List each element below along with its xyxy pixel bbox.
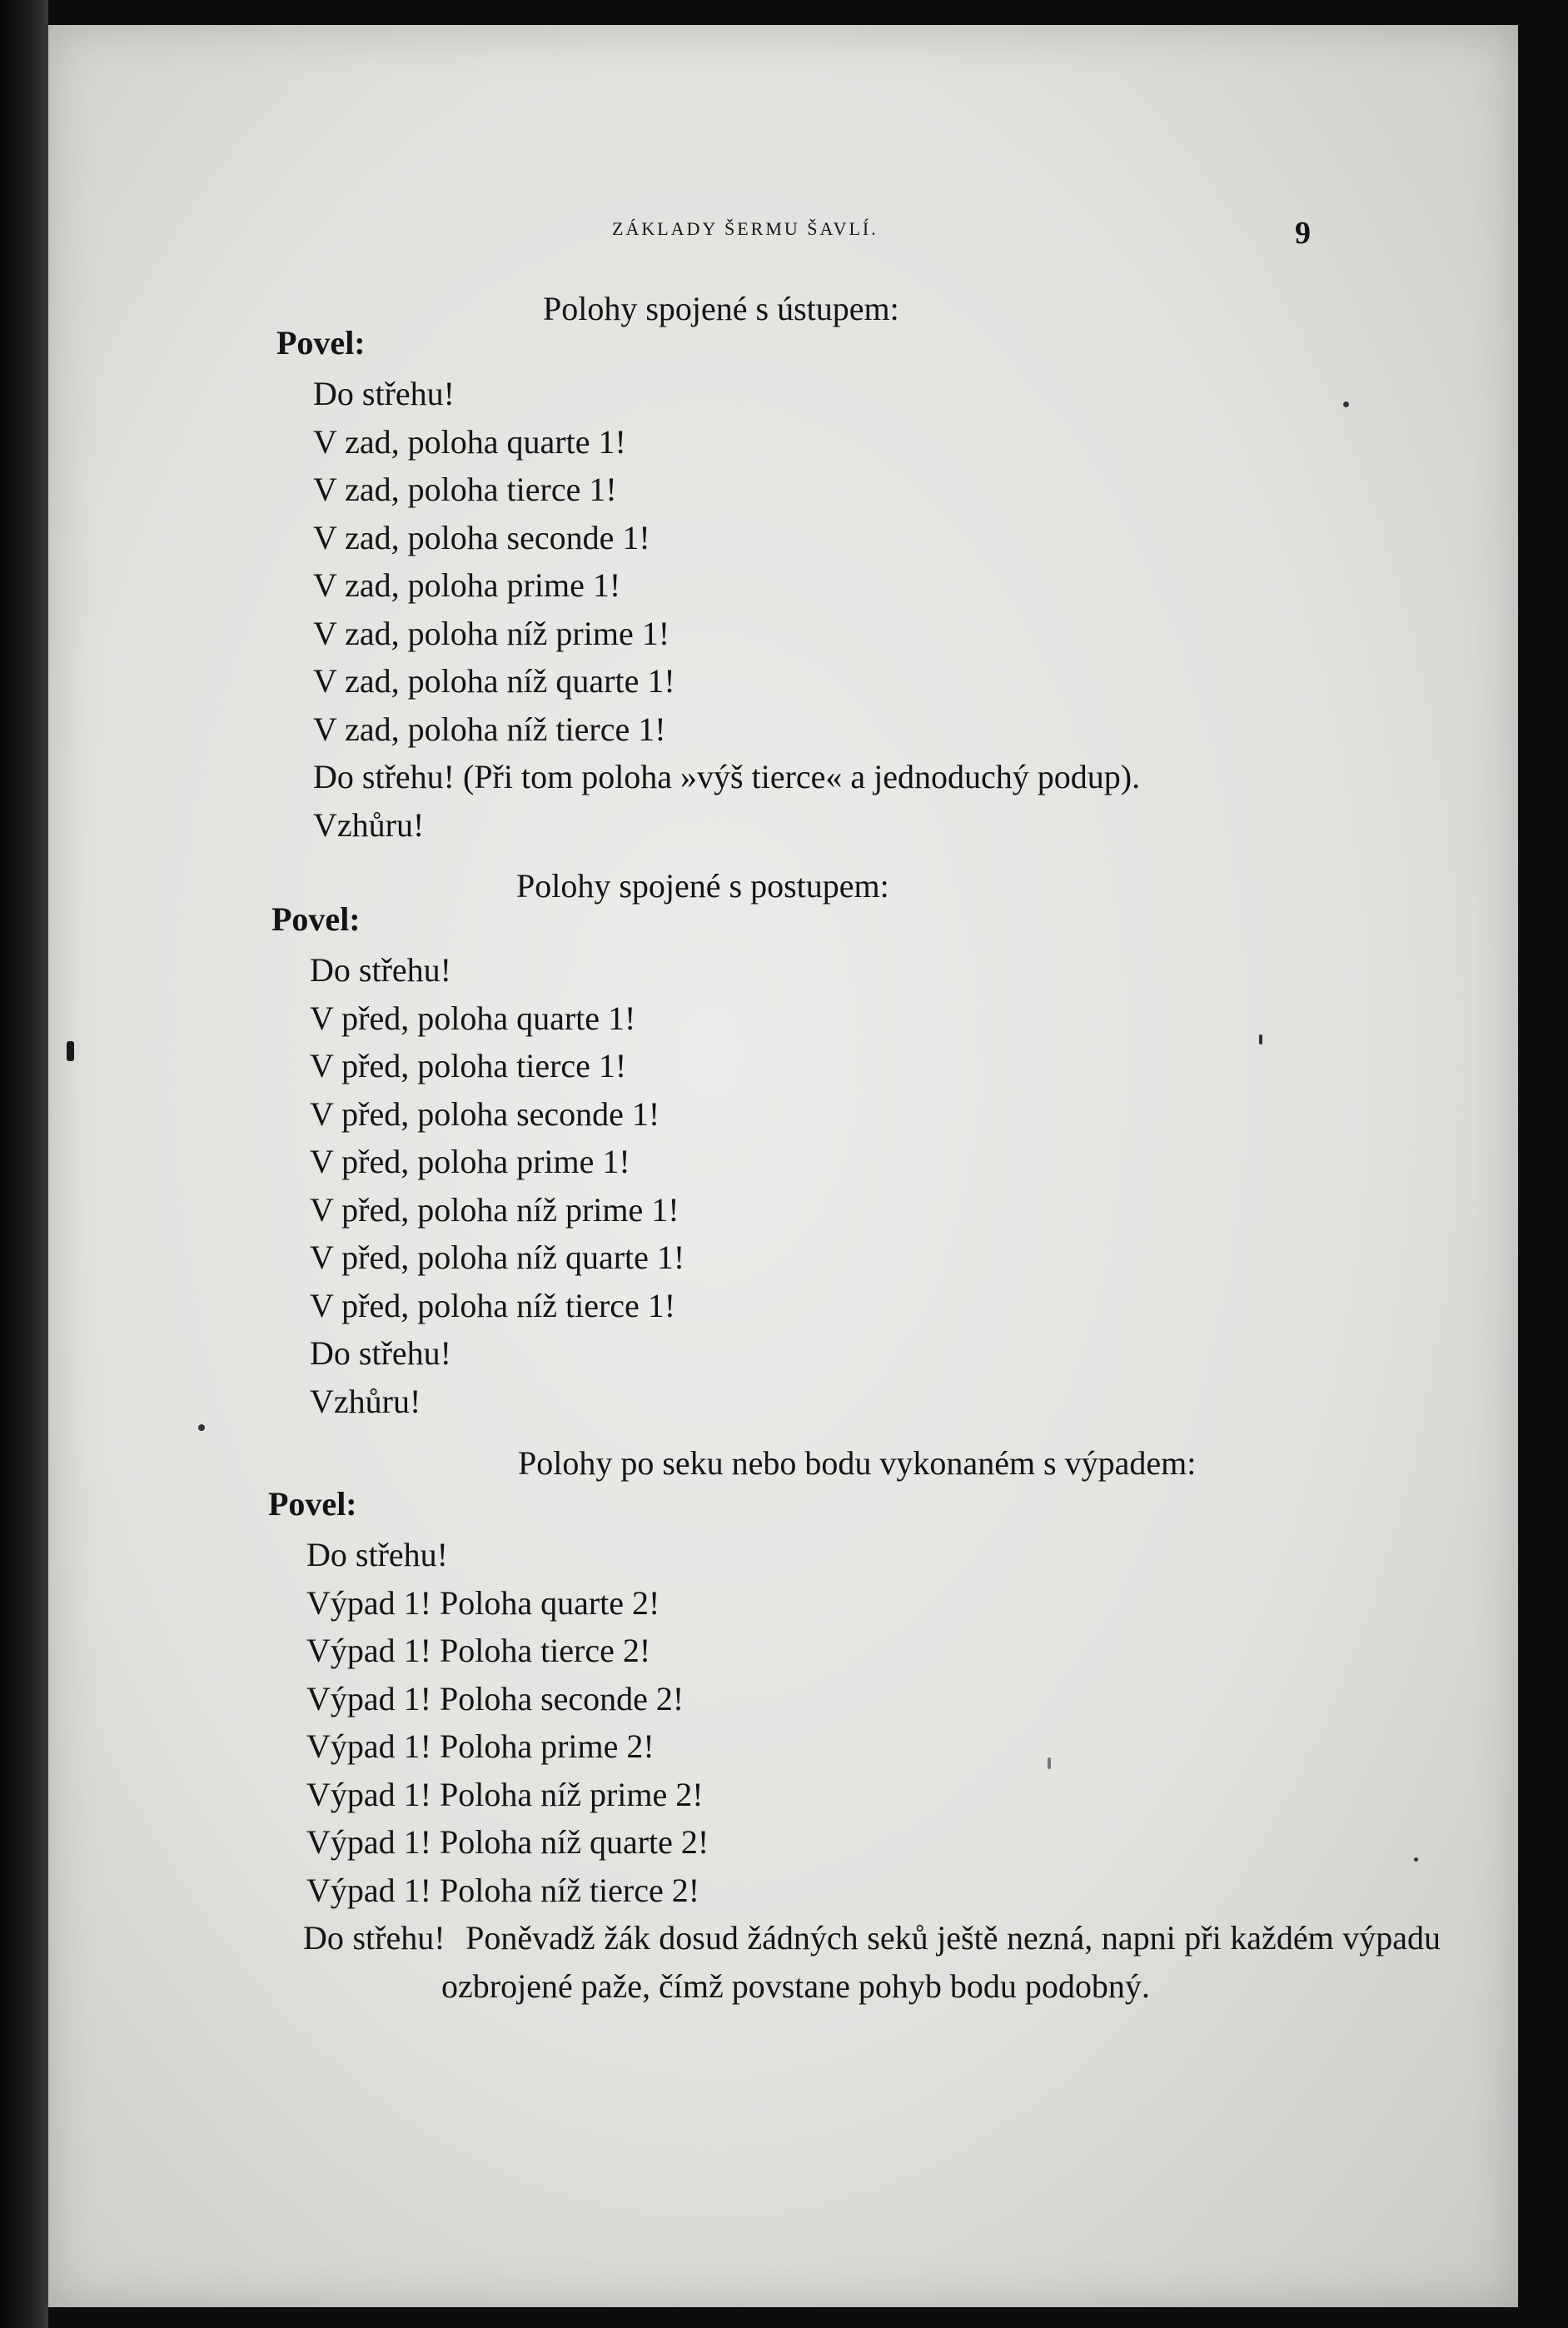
command-list bbox=[310, 946, 684, 1425]
command-list bbox=[306, 1531, 709, 1914]
command-item: Do střehu! bbox=[310, 951, 451, 989]
command-label: Povel: bbox=[268, 1485, 357, 1523]
section-title: Polohy spojené s ústupem: bbox=[543, 290, 899, 327]
command-list bbox=[313, 370, 1140, 849]
command-item: V zad, poloha seconde 1! bbox=[313, 518, 650, 556]
command-item: Výpad 1! Poloha seconde 2! bbox=[306, 1679, 684, 1717]
command-item: Výpad 1! Poloha níž tierce 2! bbox=[306, 1871, 700, 1909]
command-item: Výpad 1! Poloha níž quarte 2! bbox=[306, 1823, 709, 1861]
command-item: V před, poloha seconde 1! bbox=[310, 1094, 660, 1133]
command-item: V zad, poloha prime 1! bbox=[313, 566, 621, 604]
command-label: Povel: bbox=[271, 900, 361, 938]
command-item: V před, poloha níž quarte 1! bbox=[310, 1239, 685, 1276]
book-spine-shadow bbox=[0, 0, 48, 2328]
command-item: Do střehu! (Při tom poloha »výš tierce« a jednoduchý podup). bbox=[313, 758, 1141, 795]
section-title: Polohy po seku nebo bodu vykonaném s výpadem: bbox=[518, 1444, 1197, 1482]
command-item: V zad, poloha tierce 1! bbox=[313, 471, 617, 508]
command-item: V zad, poloha níž prime 1! bbox=[313, 614, 670, 652]
section-title: Polohy spojené s postupem: bbox=[516, 867, 889, 905]
final-note bbox=[303, 1914, 1441, 2010]
command-item: Do střehu! bbox=[306, 1536, 448, 1573]
command-item: V před, poloha níž prime 1! bbox=[310, 1190, 679, 1229]
command-item: V před, poloha níž tierce 1! bbox=[310, 1286, 676, 1324]
command-item: V zad, poloha níž quarte 1! bbox=[313, 662, 675, 700]
command-item: V zad, poloha quarte 1! bbox=[313, 422, 626, 461]
running-header: ZÁKLADY ŠERMU ŠAVLÍ. bbox=[612, 218, 879, 239]
page-number: 9 bbox=[1295, 216, 1311, 251]
command-item: Výpad 1! Poloha níž prime 2! bbox=[306, 1775, 704, 1813]
command-item: V před, poloha prime 1! bbox=[310, 1143, 630, 1180]
final-note-lead: Do střehu! bbox=[303, 1919, 446, 1957]
command-item: Výpad 1! Poloha tierce 2! bbox=[306, 1632, 651, 1669]
command-item: Do střehu! bbox=[310, 1334, 451, 1372]
command-item: V před, poloha tierce 1! bbox=[310, 1047, 627, 1084]
command-item: Vzhůru! bbox=[313, 805, 425, 844]
command-item: Výpad 1! Poloha prime 2! bbox=[306, 1727, 655, 1765]
command-item: V zad, poloha níž tierce 1! bbox=[313, 710, 666, 748]
command-item: Do střehu! bbox=[313, 375, 455, 412]
command-label: Povel: bbox=[276, 324, 366, 361]
command-item: Výpad 1! Poloha quarte 2! bbox=[306, 1583, 660, 1622]
final-note-text: Poněvadž žák dosud žádných seků ještě nezná, napni při každém výpadu ozbrojené paže, čímž povstane pohyb bodu podobný. bbox=[441, 1919, 1441, 2005]
command-item: Vzhůru! bbox=[310, 1382, 421, 1420]
command-item: V před, poloha quarte 1! bbox=[310, 999, 636, 1037]
